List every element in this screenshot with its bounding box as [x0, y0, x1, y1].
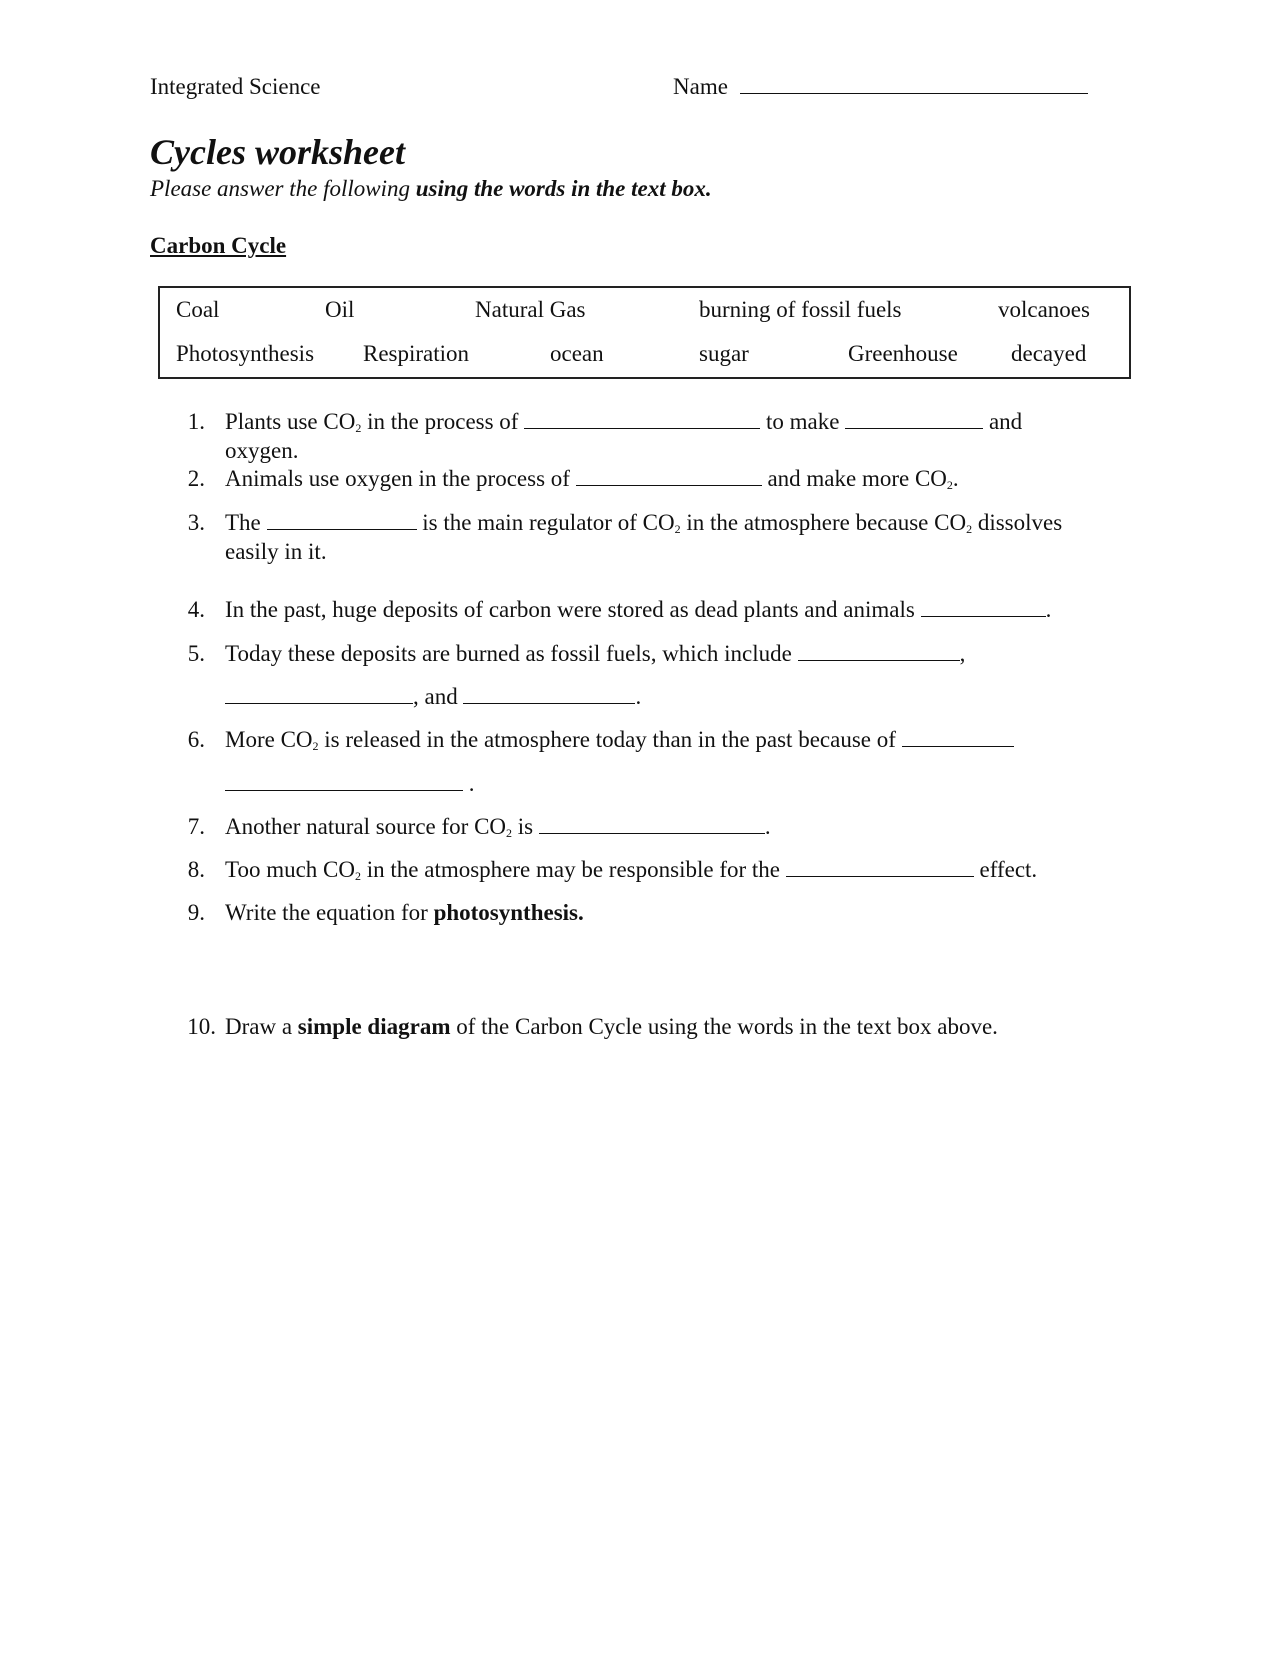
- question-text: Another natural source for CO: [225, 814, 507, 839]
- section-heading: Carbon Cycle: [150, 233, 287, 258]
- name-field: [673, 74, 1088, 100]
- word-bank-item: ocean: [550, 341, 604, 366]
- question-6-continued: [225, 771, 475, 797]
- question-emphasis: photosynthesis.: [433, 900, 584, 925]
- question-6: [225, 727, 1014, 754]
- question-number: 10.: [187, 1014, 216, 1039]
- answer-blank[interactable]: [225, 702, 413, 704]
- question-text: Plants use CO: [225, 409, 356, 434]
- word-bank-item: Respiration: [363, 341, 470, 366]
- question-3: [225, 510, 1062, 537]
- name-label: Name: [673, 74, 728, 99]
- word-bank-item: Natural Gas: [475, 297, 586, 322]
- name-blank[interactable]: [740, 92, 1088, 94]
- question-text: .: [952, 466, 959, 491]
- question-8: [225, 857, 1037, 884]
- question-4: [225, 597, 1051, 623]
- page-title: Cycles worksheet: [150, 132, 405, 172]
- question-5-continued: [225, 684, 641, 710]
- word-bank-item: Photosynthesis: [176, 341, 315, 366]
- question-number: 2.: [187, 466, 205, 491]
- question-text: ,: [959, 641, 966, 666]
- subscript: 2: [355, 869, 361, 883]
- subscript: 2: [966, 522, 973, 536]
- course-name: Integrated Science: [150, 74, 321, 99]
- question-number: 6.: [187, 727, 205, 752]
- question-text: Today these deposits are burned as fossil fuels, which include: [225, 641, 798, 666]
- question-text: The: [225, 510, 267, 535]
- question-text: in the atmosphere may be responsible for the: [361, 857, 786, 882]
- answer-blank[interactable]: [576, 484, 762, 486]
- question-9: [225, 900, 584, 926]
- answer-blank[interactable]: [798, 659, 960, 661]
- question-text: Animals use oxygen in the process of: [225, 466, 576, 491]
- answer-blank[interactable]: [921, 615, 1046, 617]
- answer-blank[interactable]: [539, 832, 765, 834]
- question-text: .: [463, 771, 475, 796]
- subscript: 2: [946, 478, 953, 492]
- answer-blank[interactable]: [902, 745, 1014, 747]
- question-text: and: [983, 409, 1023, 434]
- question-text: to make: [760, 409, 846, 434]
- question-number: 7.: [187, 814, 205, 839]
- question-emphasis: simple diagram: [297, 1014, 451, 1039]
- answer-blank[interactable]: [786, 875, 974, 877]
- question-text: .: [635, 684, 642, 709]
- question-number: 1.: [187, 409, 205, 434]
- instructions-text: Please answer the following: [150, 176, 416, 201]
- answer-blank[interactable]: [845, 427, 983, 429]
- instructions-emphasis: using the words in the text box.: [415, 176, 712, 201]
- question-text: .: [1045, 597, 1052, 622]
- word-bank-item: decayed: [1011, 341, 1087, 366]
- answer-blank[interactable]: [267, 528, 417, 530]
- question-1-continued: oxygen.: [225, 438, 299, 463]
- answer-blank[interactable]: [463, 702, 635, 704]
- word-bank-item: Coal: [176, 297, 220, 322]
- question-text: dissolves: [972, 510, 1063, 535]
- subscript: 2: [506, 826, 513, 840]
- subscript: 2: [674, 522, 681, 536]
- question-text: effect.: [973, 857, 1038, 882]
- question-number: 9.: [187, 900, 205, 925]
- question-1: [225, 409, 1022, 436]
- question-number: 8.: [187, 857, 205, 882]
- answer-blank[interactable]: [225, 789, 463, 791]
- question-text: In the past, huge deposits of carbon were stored as dead plants and animals: [225, 597, 921, 622]
- question-text: , and: [413, 684, 464, 709]
- word-bank-item: burning of fossil fuels: [699, 297, 902, 322]
- question-text: is: [512, 814, 539, 839]
- question-text: Too much CO: [225, 857, 355, 882]
- question-text: in the process of: [361, 409, 525, 434]
- question-5: [225, 641, 965, 667]
- word-bank-item: volcanoes: [998, 297, 1090, 322]
- question-text: Write the equation for: [225, 900, 434, 925]
- word-bank-item: sugar: [699, 341, 749, 366]
- question-number: 4.: [187, 597, 205, 622]
- word-bank: [158, 286, 1131, 379]
- question-2: [225, 466, 959, 493]
- question-text: More CO: [225, 727, 313, 752]
- question-3-continued: easily in it.: [225, 539, 327, 564]
- question-text: and make more CO: [761, 466, 947, 491]
- question-text: of the Carbon Cycle using the words in the text box above.: [450, 1014, 998, 1039]
- question-number: 3.: [187, 510, 205, 535]
- subscript: 2: [355, 421, 362, 435]
- question-text: in the atmosphere because CO: [680, 510, 967, 535]
- question-text: Draw a: [225, 1014, 298, 1039]
- instructions: [150, 176, 712, 202]
- word-bank-item: Oil: [325, 297, 355, 322]
- question-7: [225, 814, 771, 841]
- subscript: 2: [312, 739, 319, 753]
- answer-blank[interactable]: [524, 427, 760, 429]
- question-text: .: [764, 814, 771, 839]
- question-text: is the main regulator of CO: [416, 510, 675, 535]
- word-bank-item: Greenhouse: [848, 341, 958, 366]
- question-10: [225, 1014, 998, 1040]
- question-text: is released in the atmosphere today than in the past because of: [318, 727, 902, 752]
- question-number: 5.: [187, 641, 205, 666]
